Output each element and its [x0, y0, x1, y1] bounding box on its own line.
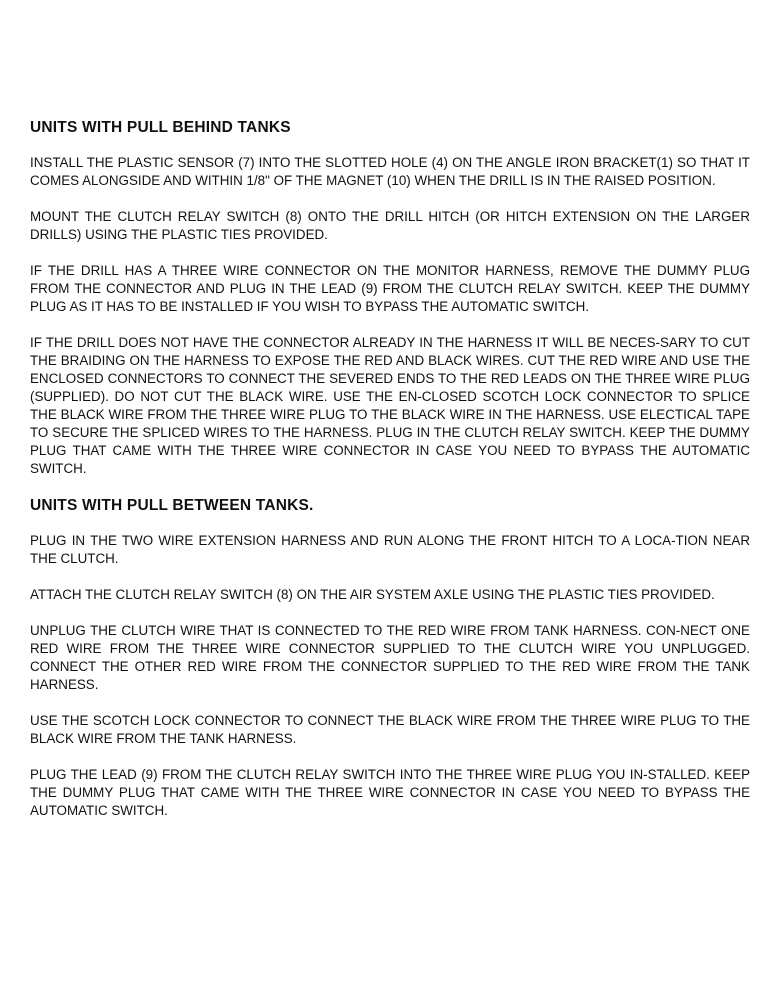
section-heading: UNITS WITH PULL BETWEEN TANKS. [30, 497, 314, 514]
instruction-paragraph: UNPLUG THE CLUTCH WIRE THAT IS CONNECTED TO THE RED WIRE FROM TANK HARNESS. CON-NECT ONE RED WIRE FROM THE THREE WIRE CONNECTOR SUPPLIED TO THE CLUTCH WIRE YOU UNPLUGGED. CONNECT THE OTHER RED WIRE FROM THE CONNECTOR SUPPLIED TO THE RED WIRE FROM THE TANK HARNESS. [30, 623, 750, 692]
section-pull-behind-tanks [30, 118, 750, 478]
instruction-paragraph: PLUG THE LEAD (9) FROM THE CLUTCH RELAY SWITCH INTO THE THREE WIRE PLUG YOU IN-STALLED. KEEP THE DUMMY PLUG THAT CAME WITH THE THREE WIRE CONNECTOR IN CASE YOU NEED TO BYPASS THE AUTOMATIC SWITCH. [30, 767, 750, 818]
instruction-paragraph: IF THE DRILL HAS A THREE WIRE CONNECTOR ON THE MONITOR HARNESS, REMOVE THE DUMMY PLUG FROM THE CONNECTOR AND PLUG IN THE LEAD (9) FROM THE CLUTCH RELAY SWITCH. KEEP THE DUMMY PLUG AS IT HAS TO BE INSTALLED IF YOU WISH TO BYPASS THE AUTOMATIC SWITCH. [30, 263, 750, 314]
section-pull-between-tanks [30, 496, 750, 820]
instruction-paragraph: MOUNT THE CLUTCH RELAY SWITCH (8) ONTO THE DRILL HITCH (OR HITCH EXTENSION ON THE LARGER DRILLS) USING THE PLASTIC TIES PROVIDED. [30, 209, 750, 242]
instruction-paragraph: PLUG IN THE TWO WIRE EXTENSION HARNESS AND RUN ALONG THE FRONT HITCH TO A LOCA-TION NEAR THE CLUTCH. [30, 533, 750, 566]
instruction-paragraph: USE THE SCOTCH LOCK CONNECTOR TO CONNECT THE BLACK WIRE FROM THE THREE WIRE PLUG TO THE BLACK WIRE FROM THE TANK HARNESS. [30, 713, 750, 746]
document-page [30, 118, 750, 838]
instruction-paragraph: ATTACH THE CLUTCH RELAY SWITCH (8) ON THE AIR SYSTEM AXLE USING THE PLASTIC TIES PROVIDED. [30, 587, 715, 602]
instruction-paragraph: INSTALL THE PLASTIC SENSOR (7) INTO THE SLOTTED HOLE (4) ON THE ANGLE IRON BRACKET(1) SO THAT IT COMES ALONGSIDE AND WITHIN 1/8" OF THE MAGNET (10) WHEN THE DRILL IS IN THE RAISED POSITION. [30, 155, 750, 188]
instruction-paragraph: IF THE DRILL DOES NOT HAVE THE CONNECTOR ALREADY IN THE HARNESS IT WILL BE NECES-SARY TO CUT THE BRAIDING ON THE HARNESS TO EXPOSE THE RED AND BLACK WIRES. CUT THE RED WIRE AND USE THE ENCLOSED CONNECTORS TO CONNECT THE SEVERED ENDS TO THE RED LEADS ON THE THREE WIRE PLUG (SUPPLIED). DO NOT CUT THE BLACK WIRE. USE THE EN-CLOSED SCOTCH LOCK CONNECTOR TO SPLICE THE BLACK WIRE FROM THE THREE WIRE PLUG TO THE BLACK WIRE IN THE HARNESS. USE ELECTICAL TAPE TO SECURE THE SPLICED WIRES TO THE HARNESS. PLUG IN THE CLUTCH RELAY SWITCH. KEEP THE DUMMY PLUG THAT CAME WITH THE THREE WIRE CONNECTOR IN CASE YOU NEED TO BYPASS THE AUTOMATIC SWITCH. [30, 335, 750, 476]
section-heading: UNITS WITH PULL BEHIND TANKS [30, 119, 291, 136]
